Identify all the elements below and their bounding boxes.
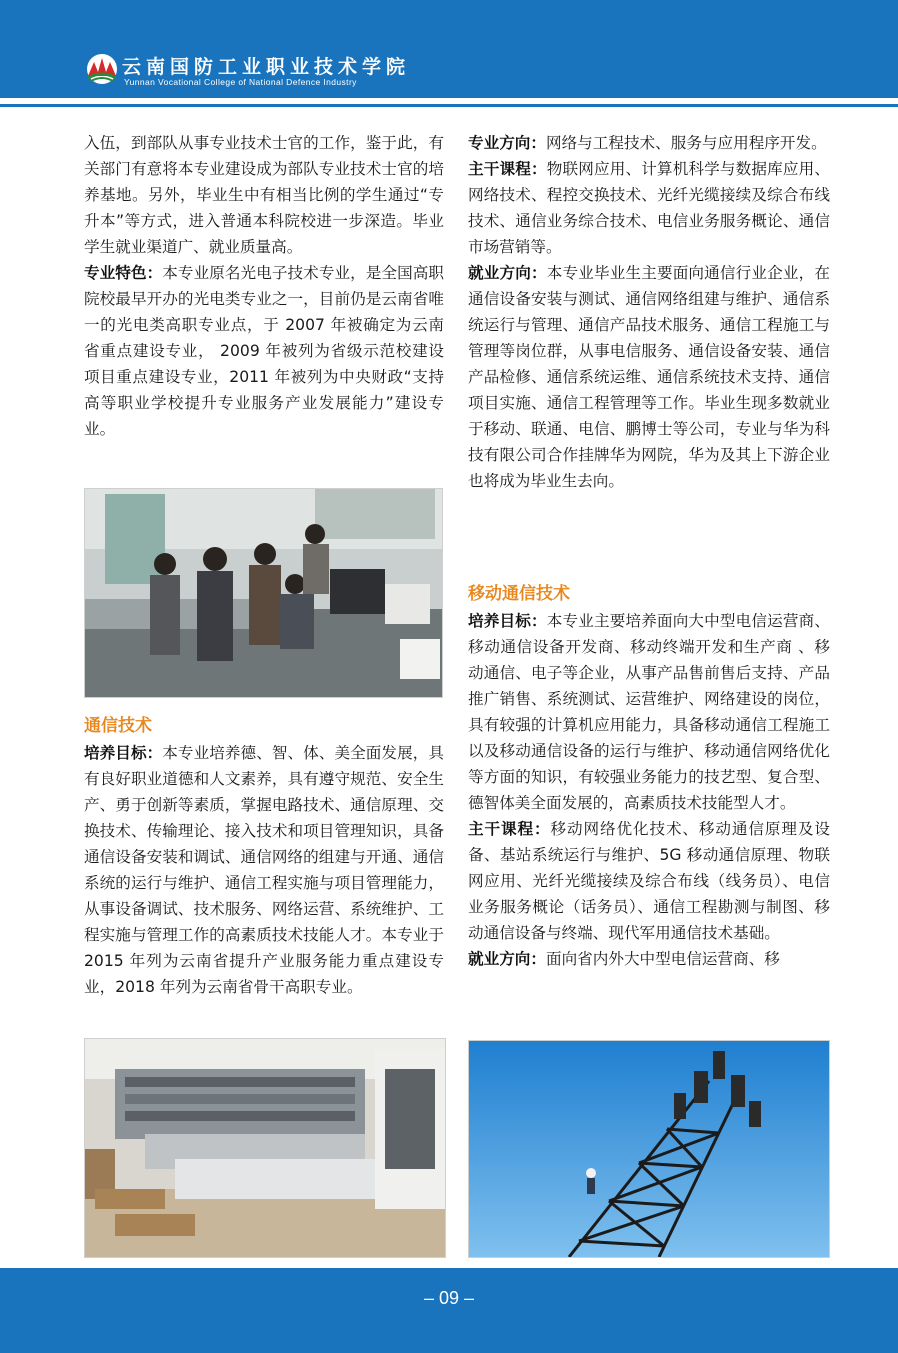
- page-footer: [0, 1268, 898, 1353]
- courses-text: 物联网应用、计算机科学与数据库应用、网络技术、程控交换技术、光纤光缆接续及综合布线技术、通信业务综合技术、电信业务服务概论、通信市场营销等。: [468, 160, 830, 256]
- jobs-text: 本专业毕业生主要面向通信行业企业，在通信设备安装与测试、通信网络组建与维护、通信系统运行与管理、通信产品技术服务、通信工程施工与管理等岗位群，从事电信服务、通信设备安装、通信产品检修、通信系统运维、通信系统技术支持、通信项目实施、通信工程管理等工作。毕业生现多数就业于移动、联通、电信、鹏博士等公司，专业与华为科技有限公司合作挂牌华为网院，华为及其上下游企业也将成为毕业生去向。: [468, 264, 830, 490]
- mobile-courses-paragraph: [468, 816, 830, 946]
- mobile-jobs-label: 就业方向：: [468, 950, 546, 968]
- right-column-top: [468, 130, 830, 494]
- mobile-goal-text: 本专业主要培养面向大中型电信运营商、移动通信设备开发商、移动终端开发和生产商 、移动通信、电子等企业，从事产品售前售后支持、产品推广销售、系统测试、运营维护、网络建设的岗位，具有较强的计算机应用能力，具备移动通信工程施工以及移动通信设备的运行与维护、移动通信网络优化等方面的知识，有较强业务能力的技艺型、复合型、德智体美全面发展的，高素质技术技能型人才。: [468, 612, 830, 812]
- direction-label: 专业方向：: [468, 134, 546, 152]
- features-text: 本专业原名光电子技术专业，是全国高职院校最早开办的光电类专业之一，目前仍是云南省唯一的光电类高职专业点，于 2007 年被确定为云南省重点建设专业， 2009 年被列为省级示范校建设项目重点建设专业，2011 年被列为中央财政“支持高等职业学校提升专业服务产业发展能力”建设专业。: [84, 264, 444, 438]
- left-column-bottom: [84, 712, 444, 1000]
- header-divider-line: [0, 104, 898, 107]
- left-column-top: [84, 130, 444, 442]
- lab-students-photo: [84, 488, 443, 698]
- telecom-tower-photo: [468, 1040, 830, 1258]
- comm-tech-title: 通信技术: [84, 716, 152, 736]
- features-paragraph: [84, 260, 444, 442]
- training-lab-photo: [84, 1038, 446, 1258]
- comm-goal-text: 本专业培养德、智、体、美全面发展，具有良好职业道德和人文素养，具有遵守规范、安全生产、勇于创新等素质，掌握电路技术、通信原理、交换技术、传输理论、接入技术和项目管理知识，具备通信设备安装和调试、通信网络的组建与开通、通信系统的运行与维护、通信工程实施与项目管理能力，从事设备调试、技术服务、网络运营、系统维护、工程实施与管理工作的高素质技术技能人才。本专业于 2015 年列为云南省提升产业服务能力重点建设专业，2018 年列为云南省骨干高职专业。: [84, 744, 444, 996]
- courses-label: 主干课程：: [468, 160, 547, 178]
- direction-text: 网络与工程技术、服务与应用程序开发。: [545, 134, 827, 152]
- intro-paragraph: 入伍，到部队从事专业技术士官的工作，鉴于此，有关部门有意将本专业建设成为部队专业技术士官的培养基地。另外，毕业生中有相当比例的学生通过“专升本”等方式，进入普通本科院校进一步深造。毕业学生就业渠道广、就业质量高。: [84, 134, 444, 256]
- mobile-jobs-paragraph: [468, 946, 830, 972]
- jobs-label: 就业方向：: [468, 264, 547, 282]
- jobs-paragraph: [468, 260, 830, 494]
- comm-goal-paragraph: [84, 740, 444, 1000]
- mobile-courses-text: 移动网络优化技术、移动通信原理及设备、基站系统运行与维护、5G 移动通信原理、物联网应用、光纤光缆接续及综合布线（线务员）、电信业务服务概论（话务员）、通信工程勘测与制图、移动通信设备与终端、现代军用通信技术基础。: [468, 820, 830, 942]
- mobile-goal-paragraph: [468, 608, 830, 816]
- page-header: [0, 0, 898, 98]
- mobile-comm-title: 移动通信技术: [468, 584, 570, 604]
- mobile-goal-label: 培养目标：: [468, 612, 547, 630]
- features-label: 专业特色：: [84, 264, 163, 282]
- school-logo-icon: [82, 52, 122, 86]
- school-name-en: Yunnan Vocational College of National Defence Industry: [124, 77, 357, 87]
- mobile-courses-label: 主干课程：: [468, 820, 551, 838]
- mobile-jobs-text: 面向省内外大中型电信运营商、移: [545, 950, 780, 968]
- right-column-bottom: [468, 580, 830, 972]
- school-name-cn: 云南国防工业职业技术学院: [122, 56, 411, 78]
- page-number: – 09 –: [423, 1288, 475, 1308]
- comm-goal-label: 培养目标：: [84, 744, 163, 762]
- courses-paragraph: [468, 156, 830, 260]
- direction-paragraph: [468, 130, 830, 156]
